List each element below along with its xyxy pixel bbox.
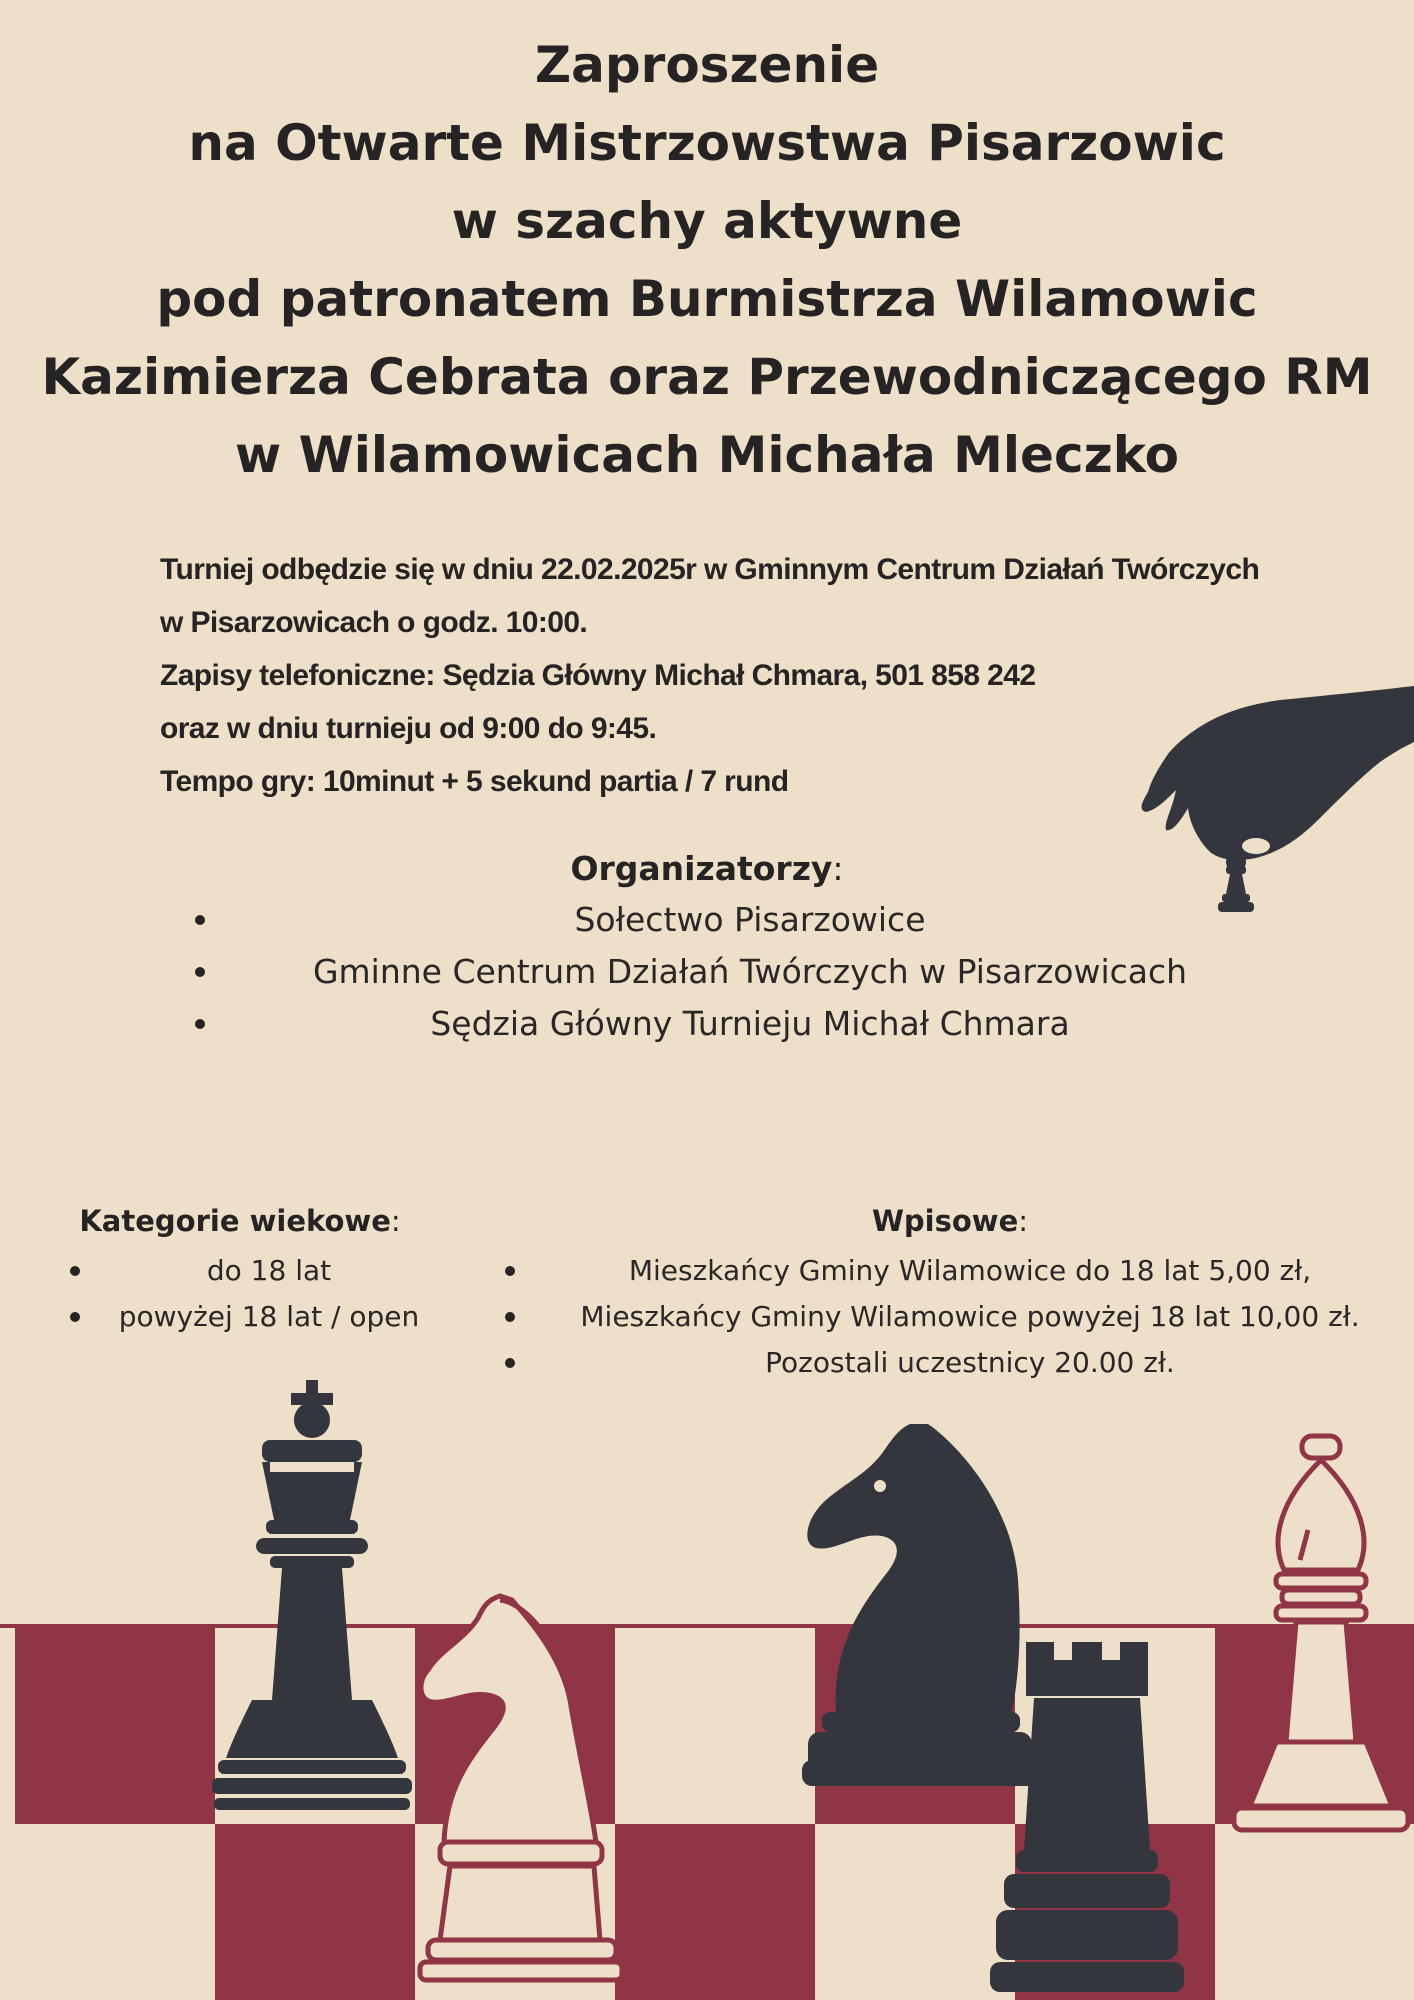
page-title bbox=[0, 26, 1414, 494]
fee-label: Mieszkańcy Gminy Wilamowice powyżej 18 lat 10,00 zł. bbox=[580, 1300, 1360, 1333]
categories-list bbox=[70, 1248, 440, 1340]
title-line: w Wilamowicach Michała Mleczko bbox=[235, 426, 1179, 484]
title-line: Zaproszenie bbox=[534, 36, 880, 94]
fee-label: Mieszkańcy Gminy Wilamowice do 18 lat 5,00 zł, bbox=[628, 1254, 1312, 1287]
category-label: powyżej 18 lat / open bbox=[118, 1300, 420, 1333]
bullet-icon bbox=[70, 1266, 80, 1276]
tournament-info bbox=[160, 543, 1340, 808]
fees-heading-label: Wpisowe bbox=[871, 1204, 1019, 1238]
title-line: w szachy aktywne bbox=[451, 192, 963, 250]
categories-heading-colon: : bbox=[390, 1204, 401, 1238]
chessboard bbox=[0, 1624, 1414, 2000]
fees-list bbox=[505, 1248, 1405, 1386]
list-item bbox=[505, 1248, 1405, 1294]
organizers-list bbox=[195, 894, 1255, 1050]
organizers-heading-label: Organizatorzy bbox=[570, 849, 833, 888]
king-icon bbox=[212, 1380, 412, 1810]
bullet-icon bbox=[195, 1019, 205, 1029]
title-line: pod patronatem Burmistrza Wilamowic bbox=[156, 270, 1258, 328]
fees-heading bbox=[500, 1198, 1400, 1244]
list-item bbox=[195, 946, 1255, 998]
black-knight-icon bbox=[802, 1424, 1038, 1786]
info-line-registration: Zapisy telefoniczne: Sędzia Główny Michał Chmara, 501 858 242 bbox=[160, 659, 1036, 692]
title-line: Kazimierza Cebrata oraz Przewodniczącego RM bbox=[41, 348, 1373, 406]
bullet-icon bbox=[195, 967, 205, 977]
list-item bbox=[195, 894, 1255, 946]
bullet-icon bbox=[195, 915, 205, 925]
organizers-heading bbox=[0, 843, 1414, 895]
info-line-date: Turniej odbędzie się w dniu 22.02.2025r w Gminnym Centrum Działań Twórczych bbox=[160, 553, 1260, 586]
list-item bbox=[70, 1294, 440, 1340]
info-line-tempo: Tempo gry: 10minut + 5 sekund partia / 7 rund bbox=[160, 765, 789, 798]
category-label: do 18 lat bbox=[206, 1254, 332, 1287]
rook-icon bbox=[990, 1642, 1184, 1992]
list-item bbox=[505, 1340, 1405, 1386]
list-item bbox=[70, 1248, 440, 1294]
bullet-icon bbox=[70, 1312, 80, 1322]
categories-heading-label: Kategorie wiekowe bbox=[79, 1204, 391, 1238]
organizer-name: Sędzia Główny Turnieju Michał Chmara bbox=[430, 1004, 1070, 1043]
info-line-registration-onsite: oraz w dniu turnieju od 9:00 do 9:45. bbox=[160, 712, 657, 745]
white-knight-icon bbox=[420, 1596, 622, 1980]
bullet-icon bbox=[505, 1266, 515, 1276]
organizers-heading-colon: : bbox=[832, 849, 844, 888]
organizer-name: Gminne Centrum Działań Twórczych w Pisarzowicach bbox=[312, 952, 1188, 991]
title-line: na Otwarte Mistrzowstwa Pisarzowic bbox=[188, 114, 1226, 172]
list-item bbox=[195, 998, 1255, 1050]
bishop-icon bbox=[1234, 1436, 1408, 1830]
categories-heading bbox=[60, 1198, 420, 1244]
list-item bbox=[505, 1294, 1405, 1340]
fees-heading-colon: : bbox=[1018, 1204, 1029, 1238]
fee-label: Pozostali uczestnicy 20.00 zł. bbox=[765, 1346, 1175, 1379]
info-line-time: w Pisarzowicach o godz. 10:00. bbox=[160, 606, 588, 639]
organizer-name: Sołectwo Pisarzowice bbox=[574, 900, 926, 939]
bullet-icon bbox=[505, 1358, 515, 1368]
bullet-icon bbox=[505, 1312, 515, 1322]
